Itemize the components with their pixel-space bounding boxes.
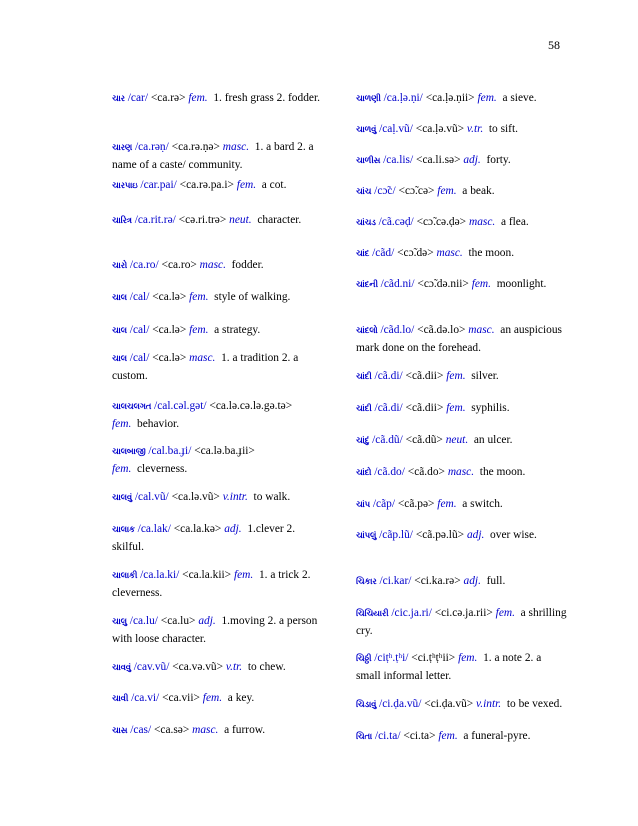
- transcription: /cãd/: [372, 247, 395, 259]
- headword: ચાવી: [112, 694, 129, 704]
- transcription: /cã.di/: [374, 402, 403, 414]
- dictionary-entry: [356, 121, 568, 139]
- transcription: /cã.dũ/: [372, 434, 403, 446]
- phonemic-form: <cã.dii>: [405, 402, 444, 414]
- definition: moonlight.: [496, 278, 547, 290]
- headword: ચિતા: [356, 732, 373, 742]
- transcription: /cas/: [130, 724, 152, 736]
- headword: ચિકાર: [356, 577, 377, 587]
- dictionary-entry: [356, 464, 568, 482]
- dictionary-entry: [356, 496, 568, 514]
- phonemic-form: <ci.ta>: [403, 730, 436, 742]
- phonemic-form: <ca.rə.ṇə>: [171, 141, 220, 153]
- definition: fodder.: [231, 259, 264, 271]
- phonemic-form: <cã.pə>: [397, 498, 435, 510]
- headword: ચાંદું: [356, 436, 370, 446]
- phonemic-form: <cɔ̃.cə>: [398, 185, 435, 197]
- definition: full.: [486, 575, 506, 587]
- phonemic-form: <cã.do>: [407, 466, 445, 478]
- transcription: /ci.ta/: [374, 730, 401, 742]
- transcription: /cal/: [129, 291, 150, 303]
- headword: ચિચિયારી: [356, 609, 389, 619]
- grammar-label: adj.: [466, 529, 485, 541]
- phonemic-form: <ca.sə>: [153, 724, 190, 736]
- dictionary-entry: [356, 527, 568, 545]
- phonemic-form: <ca.la.kii>: [182, 569, 232, 581]
- phonemic-form: <ca.lu>: [160, 615, 196, 627]
- phonemic-form: <ci.ḍa.vũ>: [424, 698, 474, 710]
- headword: ચાંદી: [356, 404, 372, 414]
- phonemic-form: <ca.li.sə>: [416, 154, 461, 166]
- definition: a strategy.: [214, 324, 261, 336]
- transcription: /cã.do/: [374, 466, 405, 478]
- headword: ચાલાકી: [112, 571, 138, 581]
- definition: a funeral-pyre.: [463, 730, 531, 742]
- headword: ચાલાક: [112, 525, 135, 535]
- headword: ચાલ: [112, 354, 127, 364]
- grammar-label: v.intr.: [222, 491, 248, 503]
- transcription: /ca.rəṇ/: [134, 141, 169, 153]
- transcription: /cãd.ni/: [380, 278, 415, 290]
- headword: ચાંપલું: [356, 531, 377, 541]
- grammar-label: adj.: [463, 154, 481, 166]
- dictionary-entry: [112, 443, 324, 478]
- grammar-label: neut.: [445, 434, 469, 446]
- headword: ચારપાઇ: [112, 181, 138, 191]
- grammar-label: fem.: [233, 569, 254, 581]
- grammar-label: fem.: [437, 185, 457, 197]
- phonemic-form: <ca.lə>: [152, 352, 187, 364]
- phonemic-form: <cɔ̃.cə.ḍə>: [416, 216, 467, 228]
- grammar-label: masc.: [447, 466, 475, 478]
- grammar-label: masc.: [436, 247, 463, 259]
- headword: ચાળવું: [356, 125, 377, 135]
- transcription: /cal.ba.ɟi/: [148, 445, 192, 457]
- transcription: /ca.lis/: [383, 154, 414, 166]
- grammar-label: neut.: [229, 214, 252, 226]
- grammar-label: masc.: [199, 259, 226, 271]
- transcription: /cã.cəḍ/: [378, 216, 414, 228]
- grammar-label: masc.: [468, 216, 496, 228]
- headword: ચારો: [112, 261, 128, 271]
- grammar-label: adj.: [198, 615, 216, 627]
- phonemic-form: <ca.rə.pa.i>: [179, 179, 234, 191]
- transcription: /ca.lak/: [137, 523, 171, 535]
- definition: a cot.: [261, 179, 287, 191]
- dictionary-entry: [112, 139, 324, 174]
- headword: ચાલ: [112, 326, 127, 336]
- grammar-label: adj.: [463, 575, 481, 587]
- headword: ચાંદી: [356, 372, 372, 382]
- dictionary-entry: [356, 650, 568, 685]
- headword: ચાર: [112, 94, 125, 104]
- definition: a sieve.: [502, 92, 537, 104]
- headword: ચાંદની: [356, 280, 378, 290]
- phonemic-form: <ca.ro>: [161, 259, 197, 271]
- definition: 1. a trick 2. cleverness.: [112, 569, 311, 599]
- transcription: /cal/: [129, 352, 150, 364]
- dictionary-entry: [356, 276, 568, 294]
- headword: ચાંચડ: [356, 218, 376, 228]
- grammar-label: fem.: [112, 463, 132, 475]
- headword: ચારિત્ર: [112, 216, 132, 226]
- transcription: /ca.rit.rə/: [134, 214, 176, 226]
- transcription: /cav.vũ/: [133, 661, 170, 673]
- phonemic-form: <ci.ṭʰṭʰii>: [411, 652, 456, 664]
- grammar-label: fem.: [438, 730, 458, 742]
- transcription: /cɔ̃c/: [374, 185, 396, 197]
- dictionary-entry: [112, 567, 324, 602]
- grammar-label: fem.: [437, 498, 457, 510]
- definition: the moon.: [479, 466, 526, 478]
- headword: ચાંદ: [356, 249, 370, 259]
- transcription: /cic.ja.ri/: [391, 607, 432, 619]
- phonemic-form: <ca.ḷə.vũ>: [415, 123, 465, 135]
- phonemic-form: <cɔ̃.də>: [397, 247, 434, 259]
- headword: ચિઠ્ઠી: [356, 654, 372, 664]
- dictionary-entry: [112, 659, 324, 677]
- transcription: /cal.vũ/: [134, 491, 169, 503]
- grammar-label: fem.: [202, 692, 223, 704]
- definition: silver.: [471, 370, 499, 382]
- dictionary-entry: [112, 350, 324, 385]
- headword: ચાસ: [112, 726, 128, 736]
- definition: 1.clever 2. skilful.: [112, 523, 296, 553]
- headword: ચાવવું: [112, 663, 131, 673]
- dictionary-entry: [356, 245, 568, 263]
- transcription: /ca.vi/: [131, 692, 160, 704]
- dictionary-entry: [356, 728, 568, 746]
- definition: forty.: [486, 154, 511, 166]
- phonemic-form: <cɔ̃.də.nii>: [417, 278, 469, 290]
- definition: syphilis.: [471, 402, 510, 414]
- grammar-label: masc.: [189, 352, 216, 364]
- transcription: /ca.la.ki/: [140, 569, 180, 581]
- headword: ચાંપ: [356, 500, 370, 510]
- grammar-label: fem.: [458, 652, 478, 664]
- dictionary-entry: [112, 613, 324, 648]
- grammar-label: fem.: [188, 92, 208, 104]
- dictionary-entry: [356, 152, 568, 170]
- dictionary-entry: [112, 212, 324, 230]
- phonemic-form: <cã.pə.lũ>: [415, 529, 465, 541]
- dictionary-entry: [112, 322, 324, 340]
- definition: behavior.: [137, 418, 180, 430]
- dictionary-entry: [112, 398, 324, 433]
- phonemic-form: <ca.və.vũ>: [172, 661, 224, 673]
- dictionary-entry: [112, 289, 324, 307]
- definition: a switch.: [462, 498, 503, 510]
- headword: ચાલ: [112, 293, 127, 303]
- definition: a key.: [227, 692, 255, 704]
- headword: ચાલવું: [112, 493, 133, 503]
- transcription: /cã.di/: [374, 370, 403, 382]
- definition: 1. a note 2. a small informal letter.: [356, 652, 542, 682]
- definition: style of walking.: [214, 291, 291, 303]
- transcription: /cãd.lo/: [380, 324, 415, 336]
- phonemic-form: <ca.lə>: [152, 291, 187, 303]
- transcription: /car.pai/: [140, 179, 177, 191]
- headword: ચાંદલો: [356, 326, 378, 336]
- definition: character.: [257, 214, 302, 226]
- phonemic-form: <cə.ri.trə>: [178, 214, 227, 226]
- dictionary-entry: [356, 432, 568, 450]
- definition: 1. a tradition 2. a custom.: [112, 352, 299, 382]
- definition: 1. fresh grass 2. fodder.: [213, 92, 320, 104]
- headword: ચાંચ: [356, 187, 372, 197]
- phonemic-form: <ca.la.kə>: [173, 523, 222, 535]
- dictionary-entry: [112, 521, 324, 556]
- transcription: /ci.kar/: [379, 575, 412, 587]
- headword: ચાલુ: [112, 617, 127, 627]
- phonemic-form: <cã.dii>: [405, 370, 444, 382]
- headword: ચાલચલગત: [112, 402, 152, 412]
- grammar-label: masc.: [192, 724, 219, 736]
- dictionary-entry: [112, 177, 324, 195]
- headword: ચાળણી: [356, 94, 381, 104]
- phonemic-form: <ca.lə>: [152, 324, 187, 336]
- dictionary-entry: [112, 489, 324, 507]
- grammar-label: adj.: [224, 523, 242, 535]
- definition: a flea.: [500, 216, 529, 228]
- phonemic-form: <ca.rə>: [150, 92, 186, 104]
- definition: to be vexed.: [506, 698, 563, 710]
- headword: ચાંદો: [356, 468, 372, 478]
- phonemic-form: <ci.ka.rə>: [414, 575, 461, 587]
- phonemic-form: <cã.dũ>: [405, 434, 443, 446]
- phonemic-form: <ci.cə.ja.rii>: [434, 607, 493, 619]
- headword: ચારણ: [112, 143, 133, 153]
- grammar-label: fem.: [477, 92, 497, 104]
- transcription: /ca.ro/: [129, 259, 159, 271]
- definition: over wise.: [490, 529, 537, 541]
- definition: an ulcer.: [473, 434, 513, 446]
- phonemic-form: <ca.lə.ba.ɟii>: [194, 445, 255, 457]
- dictionary-entry: [356, 183, 568, 201]
- transcription: /cal.cəl.gət/: [154, 400, 207, 412]
- definition: to walk.: [253, 491, 291, 503]
- dictionary-entry: [356, 400, 568, 418]
- dictionary-entry: [356, 90, 568, 108]
- phonemic-form: <ca.vii>: [162, 692, 200, 704]
- transcription: /ci.ḍa.vũ/: [379, 698, 422, 710]
- grammar-label: v.tr.: [225, 661, 243, 673]
- dictionary-entry: [112, 90, 324, 108]
- phonemic-form: <ca.lə.cə.lə.gə.tə>: [209, 400, 293, 412]
- definition: a shrilling cry.: [356, 607, 567, 637]
- grammar-label: fem.: [471, 278, 491, 290]
- definition: a beak.: [462, 185, 495, 197]
- dictionary-entry: [112, 257, 324, 275]
- grammar-label: fem.: [446, 402, 466, 414]
- dictionary-entry: [356, 605, 568, 640]
- grammar-label: fem.: [446, 370, 466, 382]
- grammar-label: fem.: [189, 291, 209, 303]
- phonemic-form: <ca.lə.vũ>: [171, 491, 220, 503]
- definition: the moon.: [468, 247, 515, 259]
- dictionary-entry: [112, 722, 324, 740]
- dictionary-entry: [356, 696, 568, 714]
- transcription: /ca.lu/: [129, 615, 158, 627]
- dictionary-entry: [356, 368, 568, 386]
- dictionary-entry: [356, 322, 568, 357]
- dictionary-entry: [356, 214, 568, 232]
- grammar-label: fem.: [495, 607, 515, 619]
- grammar-label: fem.: [189, 324, 209, 336]
- headword: ચાલબાજી: [112, 447, 146, 457]
- headword: ચિડાવું: [356, 700, 377, 710]
- grammar-label: v.intr.: [476, 698, 502, 710]
- phonemic-form: <ca.ḷə.ṇii>: [425, 92, 475, 104]
- grammar-label: masc.: [222, 141, 250, 153]
- definition: 1. a bard 2. a name of a caste/ community.: [112, 141, 314, 171]
- grammar-label: v.tr.: [466, 123, 484, 135]
- transcription: /ca.ḷə.ṇi/: [383, 92, 423, 104]
- transcription: /ciṭʰ.ṭʰi/: [374, 652, 409, 664]
- transcription: /cãp/: [372, 498, 395, 510]
- transcription: /caḷ.vũ/: [379, 123, 413, 135]
- grammar-label: fem.: [236, 179, 257, 191]
- phonemic-form: <cã.də.lo>: [417, 324, 466, 336]
- definition: a furrow.: [224, 724, 266, 736]
- headword: ચાળીસ: [356, 156, 381, 166]
- dictionary-entry: [112, 690, 324, 708]
- grammar-label: masc.: [468, 324, 495, 336]
- definition: cleverness.: [137, 463, 188, 475]
- definition: to sift.: [488, 123, 518, 135]
- definition: an auspicious mark done on the forehead.: [356, 324, 562, 354]
- transcription: /cal/: [129, 324, 150, 336]
- dictionary-entry: [356, 573, 568, 591]
- definition: 1.moving 2. a person with loose character.: [112, 615, 318, 645]
- definition: to chew.: [247, 661, 286, 673]
- grammar-label: fem.: [112, 418, 132, 430]
- transcription: /car/: [127, 92, 148, 104]
- page-number: 58: [548, 38, 560, 52]
- transcription: /cãp.lũ/: [379, 529, 413, 541]
